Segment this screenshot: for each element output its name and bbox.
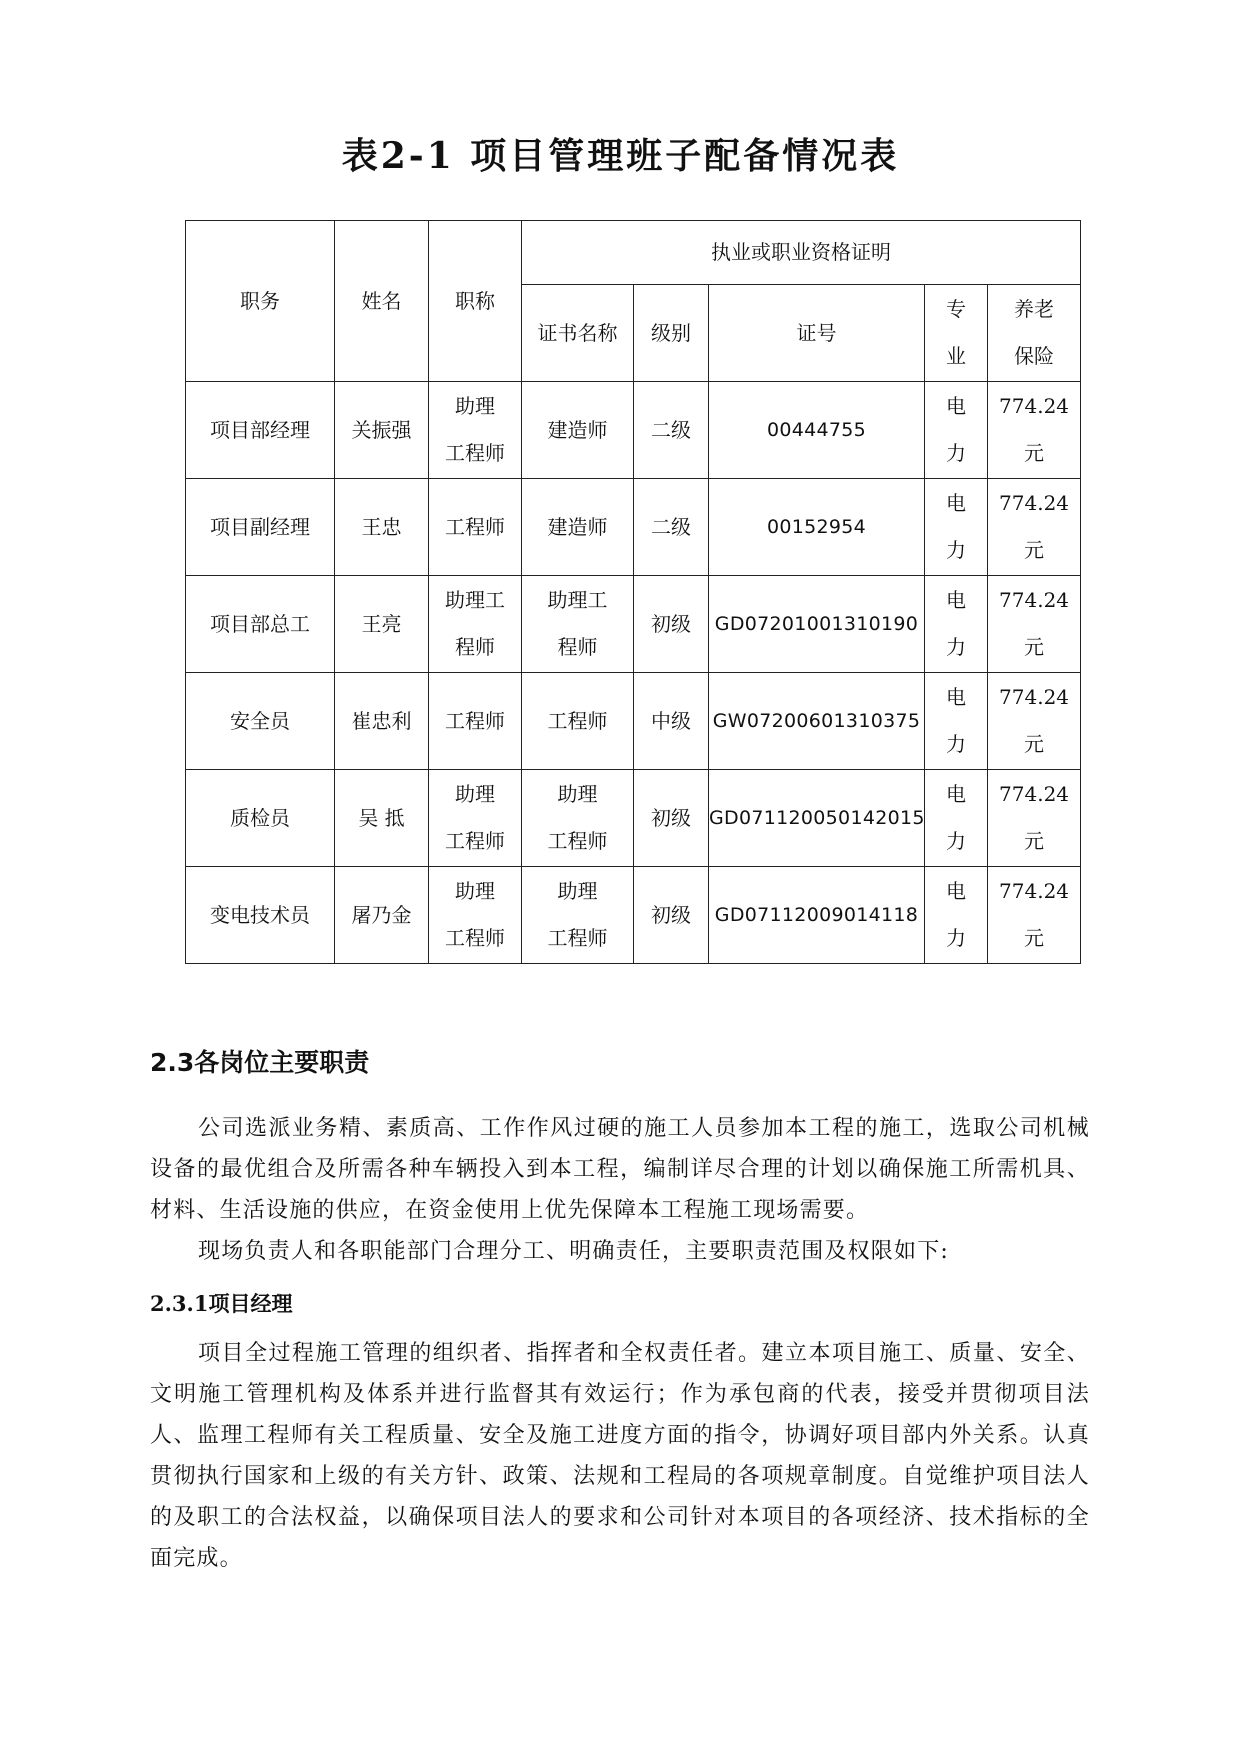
header-cert-no: 证号	[709, 285, 925, 382]
cell-title-text: 助理 工程师	[445, 879, 505, 950]
staff-table	[185, 220, 1081, 964]
cell-major	[925, 770, 988, 867]
cell-major	[925, 479, 988, 576]
cell-major	[925, 576, 988, 673]
cell-cert-name	[522, 867, 634, 964]
cell-insurance	[988, 867, 1081, 964]
paragraph-responsibilities: 现场负责人和各职能部门合理分工、明确责任，主要职责范围及权限如下:	[198, 1239, 950, 1264]
cell-insurance	[988, 479, 1081, 576]
header-level: 级别	[634, 285, 709, 382]
cell-position: 安全员	[186, 673, 335, 770]
table-row	[186, 673, 1081, 770]
cell-major-text: 电 力	[946, 588, 966, 659]
cell-position: 项目副经理	[186, 479, 335, 576]
cell-name: 崔忠利	[335, 673, 429, 770]
cell-cert-no: GD07112009014118	[709, 867, 925, 964]
table-row	[186, 576, 1081, 673]
cell-cert-name	[522, 479, 634, 576]
cell-cert-no: 00152954	[709, 479, 925, 576]
cell-major-text: 电 力	[946, 879, 966, 950]
cell-cert-name-text: 工程师	[547, 708, 608, 733]
header-position: 职务	[186, 221, 335, 382]
cell-level: 二级	[634, 382, 709, 479]
cell-title-text: 助理工 程师	[445, 588, 505, 659]
cell-title	[429, 770, 522, 867]
cell-position: 变电技术员	[186, 867, 335, 964]
cell-major	[925, 673, 988, 770]
cell-major-text: 电 力	[946, 782, 966, 853]
header-title: 职称	[429, 221, 522, 382]
cell-level: 初级	[634, 867, 709, 964]
cell-title	[429, 479, 522, 576]
table-row	[186, 382, 1081, 479]
cell-cert-no: 00444755	[709, 382, 925, 479]
cell-major	[925, 867, 988, 964]
table-row	[186, 479, 1081, 576]
cell-insurance-text: 774.24 元	[999, 394, 1070, 465]
cell-title	[429, 673, 522, 770]
cell-cert-name	[522, 576, 634, 673]
paragraph-intro: 公司选派业务精、素质高、工作作风过硬的施工人员参加本工程的施工，选取公司机械设备的最优组合及所需各种车辆投入到本工程，编制详尽合理的计划以确保施工所需机具、材料、生活设施的供应，在资金使用上优先保障本工程施工现场需要。	[150, 1116, 1090, 1223]
header-cert-name: 证书名称	[522, 285, 634, 382]
cell-insurance	[988, 382, 1081, 479]
header-name: 姓名	[335, 221, 429, 382]
cell-cert-name-text: 建造师	[547, 417, 608, 442]
cell-insurance-text: 774.24 元	[999, 491, 1070, 562]
cell-major-text: 电 力	[946, 491, 966, 562]
cell-insurance-text: 774.24 元	[999, 879, 1070, 950]
header-qualification-group: 执业或职业资格证明	[522, 221, 1081, 285]
cell-name: 关振强	[335, 382, 429, 479]
cell-position: 质检员	[186, 770, 335, 867]
cell-position: 项目部经理	[186, 382, 335, 479]
paragraph-project-manager: 项目全过程施工管理的组织者、指挥者和全权责任者。建立本项目施工、质量、安全、文明施工管理机构及体系并进行监督其有效运行；作为承包商的代表，接受并贯彻项目法人、监理工程师有关工程质量、安全及施工进度方面的指令，协调好项目部内外关系。认真贯彻执行国家和上级的有关方针、政策、法规和工程局的各项规章制度。自觉维护项目法人的及职工的合法权益，以确保项目法人的要求和公司针对本项目的各项经济、技术指标的全面完成。	[150, 1341, 1090, 1571]
cell-major-text: 电 力	[946, 685, 966, 756]
cell-title	[429, 576, 522, 673]
cell-insurance	[988, 673, 1081, 770]
table-row	[186, 867, 1081, 964]
cell-title-text: 工程师	[445, 708, 505, 733]
cell-major-text: 电 力	[946, 394, 966, 465]
cell-level: 中级	[634, 673, 709, 770]
cell-major	[925, 382, 988, 479]
cell-name: 王忠	[335, 479, 429, 576]
cell-cert-name	[522, 770, 634, 867]
cell-insurance-text: 774.24 元	[999, 685, 1070, 756]
cell-cert-name-text: 助理工 程师	[547, 588, 608, 659]
cell-cert-no: GW07200601310375	[709, 673, 925, 770]
header-major-text: 专 业	[946, 297, 966, 368]
cell-cert-name-text: 助理 工程师	[547, 782, 608, 853]
cell-title-text: 助理 工程师	[445, 782, 505, 853]
header-major	[925, 285, 988, 382]
header-insurance-text: 养老 保险	[1014, 297, 1055, 368]
table-row	[186, 770, 1081, 867]
header-insurance	[988, 285, 1081, 382]
cell-insurance	[988, 576, 1081, 673]
cell-level: 二级	[634, 479, 709, 576]
cell-cert-no: GD07201001310190	[709, 576, 925, 673]
cell-level: 初级	[634, 576, 709, 673]
cell-insurance-text: 774.24 元	[999, 782, 1070, 853]
cell-insurance	[988, 770, 1081, 867]
cell-cert-no: GD071120050142015	[709, 770, 925, 867]
cell-title	[429, 867, 522, 964]
section-heading: 2.3各岗位主要职责	[150, 1048, 370, 1077]
cell-name: 王亮	[335, 576, 429, 673]
cell-name: 吴 抵	[335, 770, 429, 867]
cell-position: 项目部总工	[186, 576, 335, 673]
cell-name: 屠乃金	[335, 867, 429, 964]
cell-cert-name-text: 助理 工程师	[547, 879, 608, 950]
cell-title	[429, 382, 522, 479]
cell-insurance-text: 774.24 元	[999, 588, 1070, 659]
cell-cert-name	[522, 382, 634, 479]
cell-cert-name-text: 建造师	[547, 514, 608, 539]
cell-title-text: 助理 工程师	[445, 394, 505, 465]
cell-title-text: 工程师	[445, 514, 505, 539]
header-row-1	[186, 221, 1081, 285]
table-title: 表2-1 项目管理班子配备情况表	[341, 135, 900, 177]
cell-cert-name	[522, 673, 634, 770]
cell-level: 初级	[634, 770, 709, 867]
subsection-heading: 2.3.1项目经理	[150, 1291, 293, 1316]
